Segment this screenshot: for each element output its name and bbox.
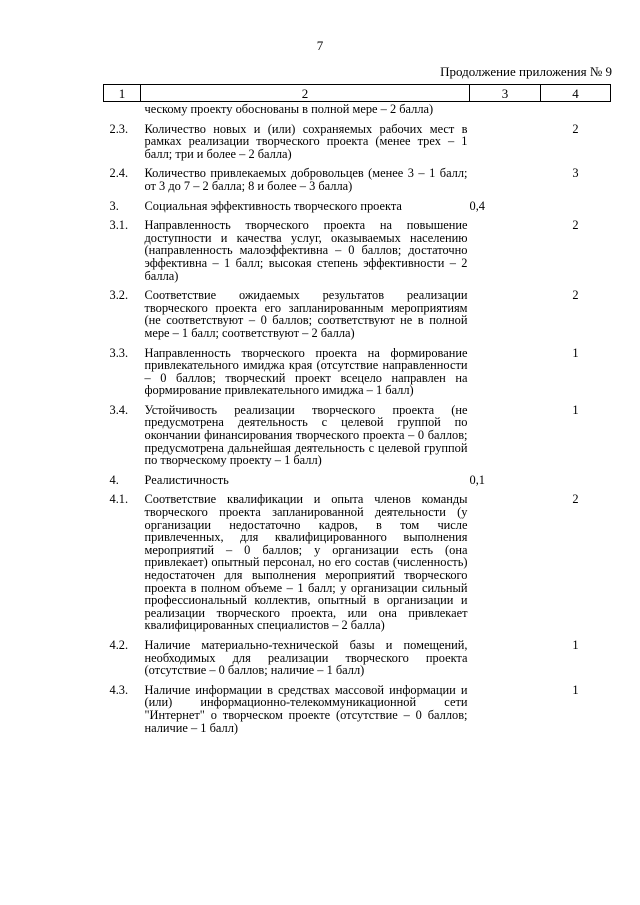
table-row xyxy=(104,681,611,738)
row-number: 4. xyxy=(109,472,119,487)
row-number: 3.4. xyxy=(109,402,129,417)
table-row xyxy=(104,286,611,343)
row-max-score: 1 xyxy=(572,682,579,697)
row-weight xyxy=(470,216,541,286)
table-row xyxy=(104,216,611,286)
row-number: 4.3. xyxy=(109,682,129,697)
row-criterion: Наличие информации в средствах массовой информации и (или) информационно-телекоммуникационной сети "Интернет" о творческом проекте (отсутствие – 0 баллов; наличие – 1 балл) xyxy=(144,682,468,735)
row-criterion: Количество новых и (или) сохраняемых рабочих мест в рамках реализации творческого проекта (менее трех – 1 балл; три и более – 2 балла) xyxy=(144,121,468,161)
table-row xyxy=(104,102,611,120)
row-criterion: Соответствие квалификации и опыта членов команды творческого проекта запланированной деятельности (у организации недостаточно кадров, в том числе привлеченных, для квалифицированного выполнения мероприятий – 0 баллов; у организации есть (она привлекает) опытный персонал, но его состав (численность) недостаточен для выполнения мероприятий творческого проекта в полном объеме – 1 балл; у организации сильный профессиональный коллектив, опытный в организации и реализации творческого проекта, или она привлекает квалифицированных специалистов – 2 балла) xyxy=(144,492,468,633)
criteria-table xyxy=(103,84,610,738)
header-col-2: 2 xyxy=(141,85,470,102)
row-weight xyxy=(470,164,541,196)
header-col-1: 1 xyxy=(104,85,141,102)
row-weight xyxy=(470,490,541,636)
row-weight xyxy=(470,120,541,165)
row-max-score: 3 xyxy=(572,166,579,181)
row-criterion: Социальная эффективность творческого проекта xyxy=(144,198,402,213)
row-max-score xyxy=(541,197,611,217)
row-weight xyxy=(470,344,541,401)
row-max-score: 1 xyxy=(572,637,579,652)
row-criterion: Реалистичность xyxy=(144,472,229,487)
row-max-score: 1 xyxy=(572,402,579,417)
table-row xyxy=(104,490,611,636)
page-number: 7 xyxy=(316,38,324,53)
row-weight xyxy=(470,636,541,681)
table-row xyxy=(104,636,611,681)
row-max-score: 2 xyxy=(572,492,579,507)
row-max-score xyxy=(541,471,611,491)
header-row xyxy=(104,85,611,102)
row-max-score: 2 xyxy=(572,288,579,303)
header-col-4: 4 xyxy=(541,85,611,102)
row-max-score: 2 xyxy=(572,121,579,136)
row-max-score: 2 xyxy=(572,218,579,233)
row-max-score xyxy=(541,102,611,120)
row-max-score: 1 xyxy=(572,345,579,360)
row-weight xyxy=(470,401,541,471)
row-weight xyxy=(470,286,541,343)
table-row xyxy=(104,197,611,217)
row-number: 2.4. xyxy=(109,166,129,181)
row-number: 3.2. xyxy=(109,288,129,303)
row-number: 3.1. xyxy=(109,218,129,233)
row-criterion: Направленность творческого проекта на повышение доступности и качества услуг, оказываемых населению (направленность малоэффективна – 0 баллов; достаточно эффективна – 1 балл; высокая степень эффективности – 2 балла) xyxy=(144,218,468,283)
row-criterion: Соответствие ожидаемых результатов реализации творческого проекта его запланированным мероприятиям (не соответствуют – 0 баллов; соответствуют не в полной мере – 1 балл; соответствуют – 2 балла) xyxy=(144,288,468,340)
row-weight: 0,1 xyxy=(469,472,485,487)
header-col-3: 3 xyxy=(470,85,541,102)
row-number: 4.2. xyxy=(109,637,129,652)
row-criterion: ческому проекту обоснованы в полной мере – 2 балла) xyxy=(144,102,434,116)
row-number xyxy=(104,102,141,120)
table-row xyxy=(104,164,611,196)
row-number: 2.3. xyxy=(109,121,129,136)
table-header xyxy=(104,85,611,102)
row-number: 3.3. xyxy=(109,345,129,360)
row-weight xyxy=(470,102,541,120)
row-criterion: Наличие материально-технической базы и помещений, необходимых для реализации творческого проекта (отсутствие – 0 баллов; наличие – 1 балл) xyxy=(144,637,468,678)
row-criterion: Устойчивость реализации творческого проекта (не предусмотрена деятельность с целевой группой по окончании финансирования творческого проекта – 0 баллов; предусмотрена дальнейшая деятельность с целевой группой по творческому проекту – 1 балл) xyxy=(144,402,468,468)
table-row xyxy=(104,120,611,165)
table-row xyxy=(104,471,611,491)
row-criterion: Количество привлекаемых добровольцев (менее 3 – 1 балл; от 3 до 7 – 2 балла; 8 и более – 3 балла) xyxy=(144,166,468,193)
appendix-continuation-label: Продолжение приложения № 9 xyxy=(440,64,612,79)
table-row xyxy=(104,344,611,401)
row-criterion: Направленность творческого проекта на формирование привлекательного имиджа края (отсутствие направленности – 0 баллов; творческий проект всецело направлен на формирование привлекательного имиджа – 1 балл) xyxy=(144,345,468,398)
row-weight: 0,4 xyxy=(469,198,485,213)
row-number: 4.1. xyxy=(109,492,129,507)
criteria-table-grid xyxy=(103,84,611,738)
row-weight xyxy=(470,681,541,738)
table-row xyxy=(104,401,611,471)
row-number: 3. xyxy=(109,198,119,213)
table-body xyxy=(104,102,611,739)
